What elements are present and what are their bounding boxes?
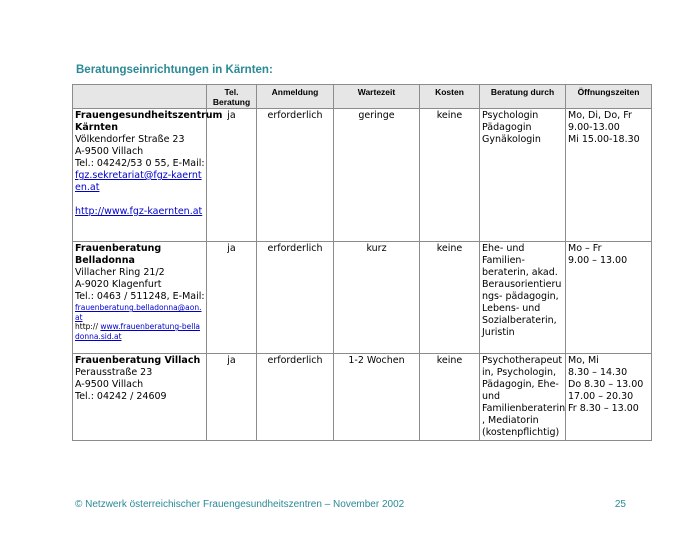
- phone-line: Tel.: 04242 / 24609: [75, 391, 167, 402]
- page-footer: [75, 499, 626, 510]
- address-line: Villacher Ring 21/2: [75, 267, 165, 278]
- address-line: A-9500 Villach: [75, 146, 144, 157]
- phone-line: Tel.: 04242/53 0 55, E-Mail:: [75, 158, 205, 169]
- kosten-cell: keine: [420, 354, 480, 441]
- org-name: Belladonna: [75, 255, 135, 266]
- header-oeffnung: Öffnungszeiten: [566, 85, 652, 109]
- website-line: [75, 322, 204, 341]
- table-row: [73, 109, 652, 242]
- tel-cell: ja: [207, 354, 257, 441]
- address-line: Perausstraße 23: [75, 367, 153, 378]
- org-name: Kärnten: [75, 122, 118, 133]
- anmeldung-cell: erforderlich: [257, 354, 334, 441]
- website-link[interactable]: www.frauenberatung-belladonna.sid.at: [75, 322, 201, 341]
- org-cell: [73, 242, 207, 354]
- org-name: Frauenberatung: [75, 243, 162, 254]
- beratung-line: Gynäkologin: [482, 134, 541, 145]
- beratung-line: Lebens- und: [482, 303, 541, 314]
- beratung-cell: [480, 354, 566, 441]
- header-anmeldung: Anmeldung: [257, 85, 334, 109]
- org-name: Frauenberatung Villach: [75, 355, 201, 366]
- header-name: [73, 85, 207, 109]
- page-heading: Beratungseinrichtungen in Kärnten:: [76, 64, 273, 76]
- hours-line: 8.30 – 14.30: [568, 367, 628, 378]
- beratung-line: Pädagogin: [482, 122, 532, 133]
- wartezeit-cell: geringe: [334, 109, 420, 242]
- website-link[interactable]: http://www.fgz-kaernten.at: [75, 206, 203, 217]
- hours-line: Mo, Di, Do, Fr: [568, 110, 632, 121]
- hours-line: Do 8.30 – 13.00: [568, 379, 644, 390]
- hours-line: 9.00-13.00: [568, 122, 620, 133]
- beratung-line: Juristin: [482, 327, 515, 338]
- hours-line: Fr 8.30 – 13.00: [568, 403, 639, 414]
- hours-line: 9.00 – 13.00: [568, 255, 628, 266]
- hours-line: 17.00 – 20.30: [568, 391, 634, 402]
- email-link[interactable]: frauenberatung.belladonna@aon.at: [75, 303, 202, 322]
- anmeldung-cell: erforderlich: [257, 242, 334, 354]
- tel-cell: ja: [207, 242, 257, 354]
- beratung-line: , Mediatorin: [482, 415, 539, 426]
- kosten-cell: keine: [420, 109, 480, 242]
- tel-cell: ja: [207, 109, 257, 242]
- hours-line: Mo, Mi: [568, 355, 599, 366]
- beratung-line: (kostenpflichtig): [482, 427, 560, 438]
- table-header-row: [73, 85, 652, 109]
- address-line: Völkendorfer Straße 23: [75, 134, 185, 145]
- header-tel: Tel. Beratung: [207, 85, 257, 109]
- beratung-line: Ehe- und: [482, 243, 525, 254]
- beratung-line: Psychologin: [482, 110, 539, 121]
- beratung-line: und: [482, 391, 501, 402]
- beratung-cell: [480, 242, 566, 354]
- beratung-cell: [480, 109, 566, 242]
- org-cell: [73, 354, 207, 441]
- beratung-line: ngs- pädagogin,: [482, 291, 559, 302]
- org-name: Frauengesundheitszentrum: [75, 110, 223, 121]
- wartezeit-cell: kurz: [334, 242, 420, 354]
- org-cell: [73, 109, 223, 242]
- table-row: [73, 242, 652, 354]
- anmeldung-cell: erforderlich: [257, 109, 334, 242]
- beratung-line: Sozialberaterin,: [482, 315, 557, 326]
- oeffnung-cell: [566, 109, 652, 242]
- oeffnung-cell: [566, 354, 652, 441]
- beratung-line: Pädagogin, Ehe-: [482, 379, 559, 390]
- address-line: A-9500 Villach: [75, 379, 144, 390]
- beratung-line: in, Psychologin,: [482, 367, 557, 378]
- header-kosten: Kosten: [420, 85, 480, 109]
- header-wartezeit: Wartezeit: [334, 85, 420, 109]
- web-prefix: http://: [75, 322, 98, 331]
- footer-copyright: © Netzwerk österreichischer Frauengesundheitszentren – November 2002: [75, 499, 405, 510]
- beratung-line: beraterin, akad.: [482, 267, 558, 278]
- phone-line: Tel.: 0463 / 511248, E-Mail:: [75, 291, 205, 302]
- hours-line: Mi 15.00-18.30: [568, 134, 640, 145]
- beratung-line: Familienberaterin: [482, 403, 566, 414]
- header-beratung: Beratung durch: [480, 85, 566, 109]
- counseling-table: [72, 84, 652, 441]
- beratung-line: Familien-: [482, 255, 525, 266]
- beratung-line: Berausorientieru: [482, 279, 562, 290]
- page-number: 25: [614, 499, 626, 510]
- table-row: [73, 354, 652, 441]
- kosten-cell: keine: [420, 242, 480, 354]
- oeffnung-cell: [566, 242, 652, 354]
- address-line: A-9020 Klagenfurt: [75, 279, 162, 290]
- hours-line: Mo – Fr: [568, 243, 602, 254]
- email-link[interactable]: fgz.sekretariat@fgz-kaernten.at: [75, 170, 202, 193]
- wartezeit-cell: 1-2 Wochen: [334, 354, 420, 441]
- beratung-line: Psychotherapeut: [482, 355, 563, 366]
